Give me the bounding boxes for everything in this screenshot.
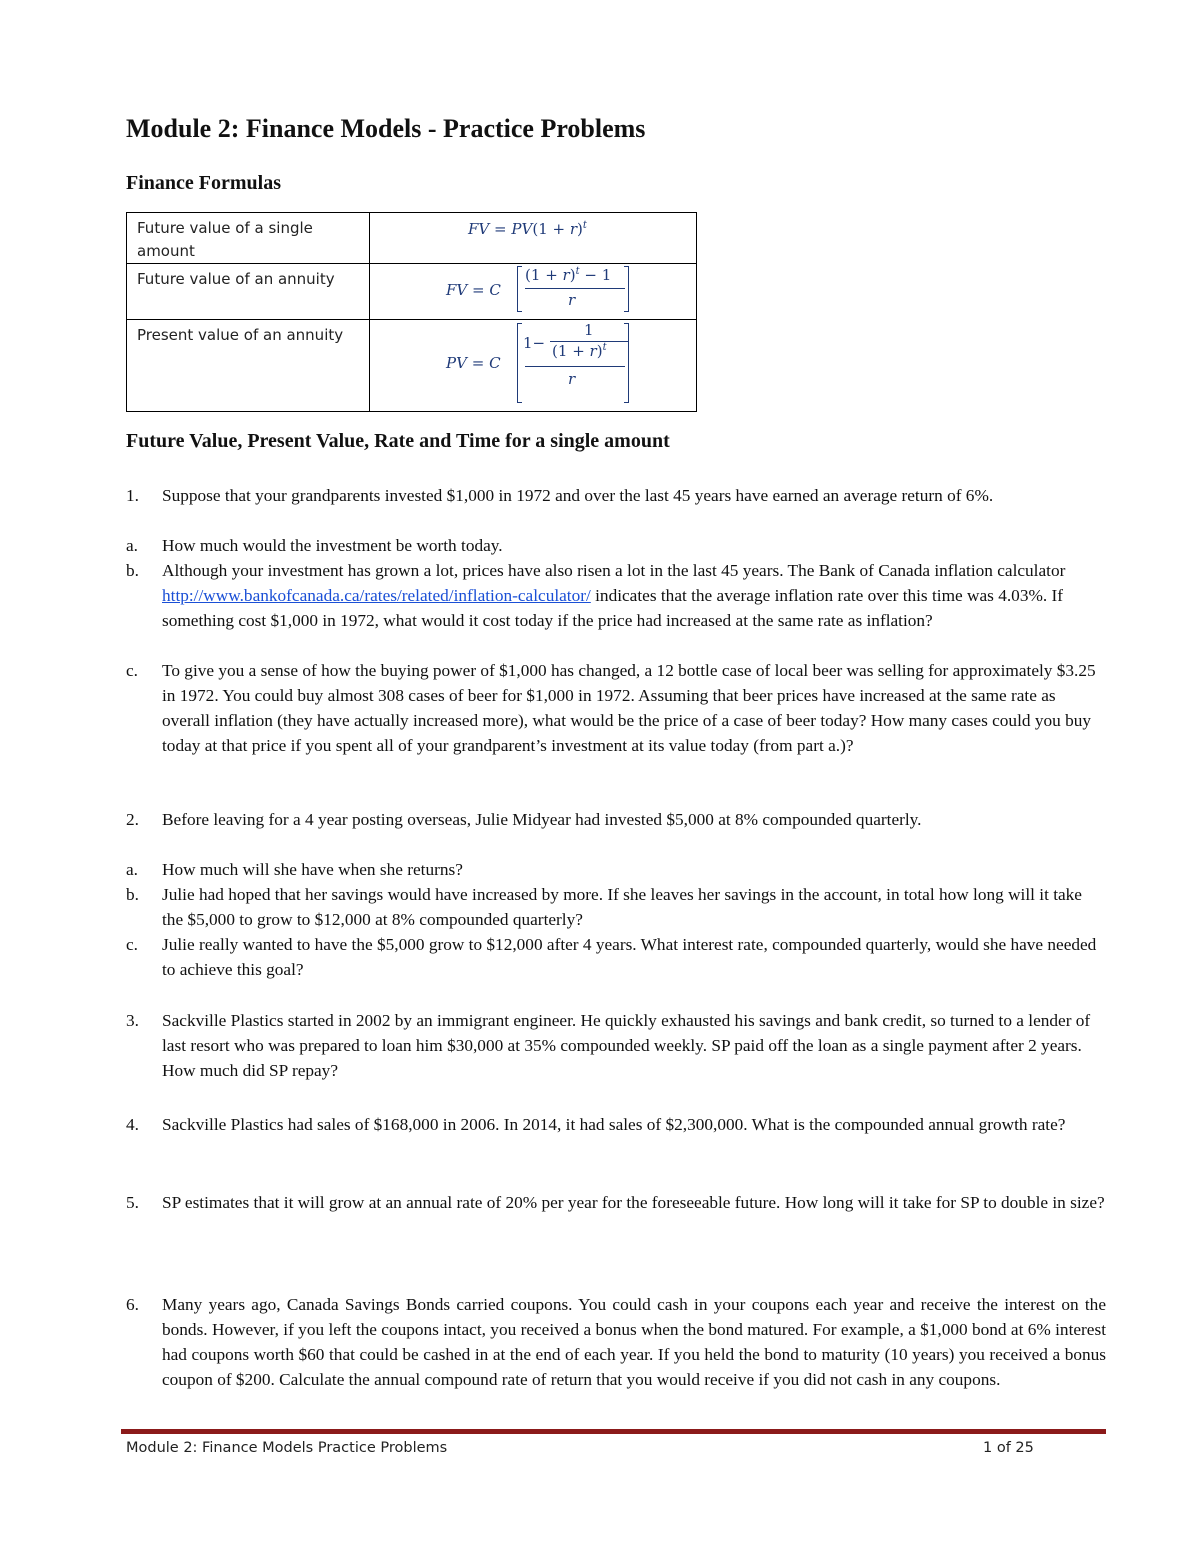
question-3: 3. Sackville Plastics started in 2002 by an immigrant engineer. He quickly exhausted his savings and bank credit, so turned to a lender of last resort who was prepared to loan him $30,000 at 35% compounded weekly. SP paid off the loan as a single payment after 2 years. How much did SP repay? (126, 1011, 1091, 1080)
question-2b: b. Julie had hoped that her savings would have increased by more. If she leaves her savings in the account, in total how long will it take the $5,000 to grow to $12,000 at 8% compounded quarterly? (126, 885, 1082, 929)
question-4: 4. Sackville Plastics had sales of $168,000 in 2006. In 2014, it had sales of $2,300,000. What is the compounded annual growth rate? (126, 1115, 1066, 1134)
page-number: 1 of 25 (983, 1440, 1034, 1456)
formula-label: Future value of an annuity (127, 264, 370, 320)
question-2a: a. How much will she have when she returns? (126, 860, 463, 879)
formulas-table (126, 212, 697, 412)
footer-title: Module 2: Finance Models Practice Problems (126, 1440, 448, 1456)
formula-fv-annuity: FV = C $(1 + r)^t - 1$ r (370, 264, 697, 320)
formula-pv-annuity: PV = C 1− 1 $(1 + r)^t$ r (370, 320, 697, 412)
footer-rule (121, 1429, 1106, 1434)
formula-row-pv-annuity (127, 320, 697, 412)
formula-row-fv-single (127, 213, 697, 264)
question-2c: c. Julie really wanted to have the $5,000 grow to $12,000 after 4 years. What interest rate, compounded quarterly, would she have needed to achieve this goal? (126, 935, 1097, 979)
question-1b: b. Although your investment has grown a lot, prices have also risen a lot in the last 45 years. The Bank of Canada inflation calculator http://www.bankofcanada.ca/rates/related/inflation-calculator/ indicates that the average inflation rate over this time was 4.03%. If something cost $1,000 in 1972, what would it cost today if the price had increased at the same rate as inflation? (126, 561, 1066, 630)
formula-label: Present value of an annuity (127, 320, 370, 412)
question-6: 6. Many years ago, Canada Savings Bonds carried coupons. You could cash in your coupons each year and receive the interest on the bonds. However, if you left the coupons intact, you received a bonus when the bond matured. For example, a $1,000 bond at 6% interest had coupons worth $60 that could be cashed in at the end of each year. If you held the bond to maturity (10 years) you received a bonus coupon of $200. Calculate the annual compound rate of return that you would receive if you did not cash in any coupons. (126, 1295, 1106, 1389)
formula-label: Future value of a single amount (127, 213, 370, 264)
inflation-calculator-link[interactable]: http://www.bankofcanada.ca/rates/related/inflation-calculator/ (162, 586, 591, 605)
formula-fv-single: FV = $PV(1 + r)^t$ (370, 213, 697, 264)
formula-row-fv-annuity (127, 264, 697, 320)
section-heading-formulas: Finance Formulas (126, 172, 281, 194)
section-heading-single-amount: Future Value, Present Value, Rate and Time for a single amount (126, 430, 670, 452)
page-title: Module 2: Finance Models - Practice Problems (126, 114, 646, 143)
question-1: 1. Suppose that your grandparents invested $1,000 in 1972 and over the last 45 years have earned an average return of 6%. (126, 486, 994, 505)
question-2: 2. Before leaving for a 4 year posting overseas, Julie Midyear had invested $5,000 at 8% compounded quarterly. (126, 810, 922, 829)
question-5: 5. SP estimates that it will grow at an annual rate of 20% per year for the foreseeable future. How long will it take for SP to double in size? (126, 1193, 1105, 1212)
question-1a: a. How much would the investment be worth today. (126, 536, 503, 555)
question-1c: c. To give you a sense of how the buying power of $1,000 has changed, a 12 bottle case of local beer was selling for approximately $3.25 in 1972. You could buy almost 308 cases of beer for $1,000 in 1972. Assuming that beer prices have increased at the same rate as overall inflation (they have actually increased more), what would be the price of a case of beer today? How many cases could you buy today at that price if you spent all of your grandparent’s investment at its value today (from part a.)? (126, 661, 1096, 755)
